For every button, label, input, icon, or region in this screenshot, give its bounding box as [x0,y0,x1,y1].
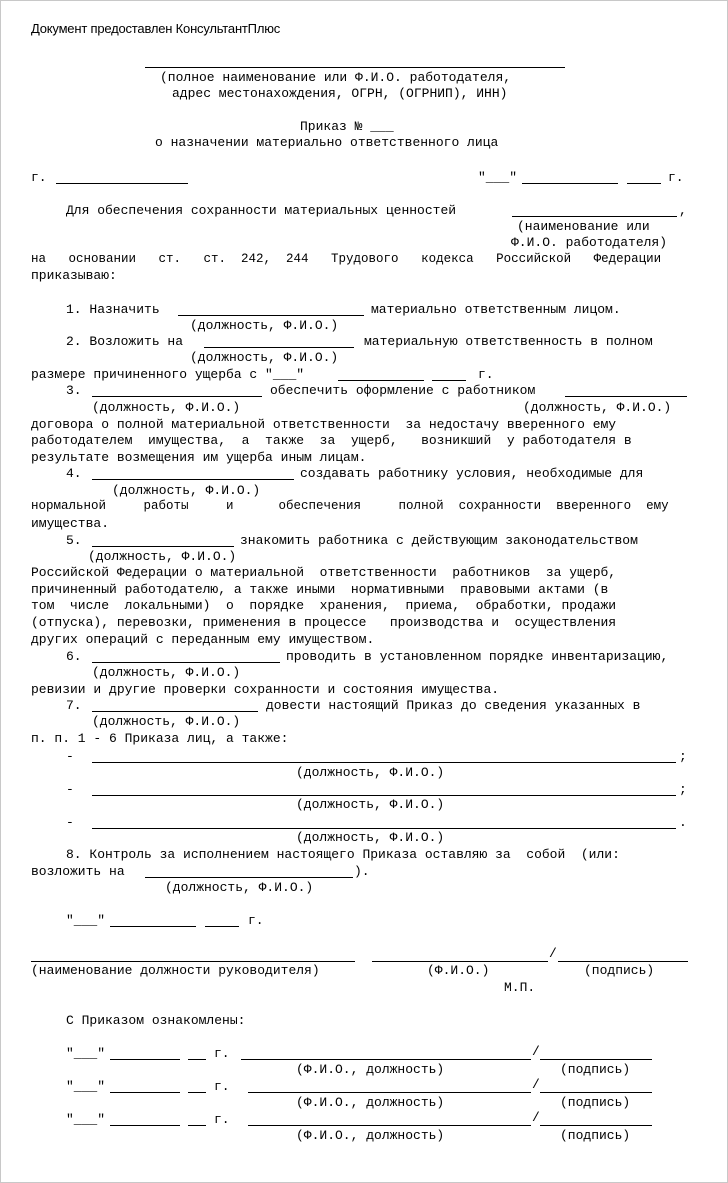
sign-month-line [110,926,196,927]
item2-text: материальную ответственность в полном [364,334,653,349]
ack1-slash: / [532,1044,540,1059]
item8-line [145,877,353,878]
ack2-year: г. [214,1079,230,1094]
city-prefix: г. [31,170,47,185]
employer-name-line [512,216,677,217]
date-year-suffix: г. [668,170,684,185]
item2-line [204,347,354,348]
list-dash-2: - [66,782,74,797]
ack2-signature-line [540,1092,652,1093]
employer-caption-2: адрес местонахождения, ОГРН, (ОГРНИП), ИНН) [172,86,508,101]
item5-text: знакомить работника с действующим законодательством [240,533,638,548]
ack2-year-line [188,1092,206,1093]
ack2-signature-caption: (подпись) [560,1095,631,1110]
item3-line1: договора о полной материальной ответственности за недостачу вверенного ему [31,417,617,432]
item7-text: довести настоящий Приказ до сведения указанных в [266,698,641,713]
item5-line4: (отпуска), перевозки, применения в процессе производства и осуществления [31,615,617,630]
head-slash: / [549,946,557,961]
item8-line2: возложить на [31,864,125,879]
ack3-month-line [110,1125,180,1126]
provider-header: Документ предоставлен КонсультантПлюс [31,21,281,36]
intro-basis: на основании ст. ст. 242, 244 Трудового кодекса Российской Федерации [31,252,662,266]
item2-year: г. [478,367,494,382]
item3-line-right [565,396,687,397]
item4-number: 4. [66,466,82,481]
item7-caption: (должность, Ф.И.О.) [92,714,241,729]
item4-text: создавать работнику условия, необходимые для [300,466,644,481]
item3-line2: работодателем имущества, а также за ущерб, возникший у работодателя в [31,433,632,448]
intro-caption-1: (наименование или [517,219,650,234]
ack3-year-line [188,1125,206,1126]
ack1-month-line [110,1059,180,1060]
ack1-fio-line [241,1059,531,1060]
item6-caption: (должность, Ф.И.О.) [92,665,241,680]
date-month-line [522,183,618,184]
item2-year-line [432,380,466,381]
list-semicolon-1: ; [679,749,687,764]
list-line-3 [92,828,676,829]
item3-number: 3. [66,383,82,398]
list-caption-2: (должность, Ф.И.О.) [296,797,445,812]
ack2-slash: / [532,1077,540,1092]
item2-continuation: размере причиненного ущерба с "___" [31,367,305,382]
item6-line [92,662,280,663]
item6-line1: ревизии и другие проверки сохранности и состояния имущества. [31,682,500,697]
order-subject: о назначении материально ответственного лица [155,135,499,150]
ack1-signature-line [540,1059,652,1060]
item6-text: проводить в установленном порядке инвентаризацию, [286,649,669,664]
item8-caption: (должность, Ф.И.О.) [165,880,314,895]
sign-year-line [205,926,239,927]
intro-order-word: приказываю: [31,268,117,283]
sign-date-quote: "___" [66,913,106,928]
intro-caption-2: Ф.И.О. работодателя) [511,235,668,250]
date-quote: "___" [478,170,518,185]
item7-number: 7. [66,698,82,713]
intro-text: Для обеспечения сохранности материальных ценностей [66,203,457,218]
city-line [56,183,188,184]
list-dash-1: - [66,749,74,764]
order-title: Приказ № ___ [300,119,394,134]
item7-line [92,711,258,712]
head-signature-line [558,961,688,962]
item3-text: обеспечить оформление с работником [270,383,536,398]
ack2-quote: "___" [66,1079,106,1094]
ack3-quote: "___" [66,1112,106,1127]
item2-number: 2. Возложить на [66,334,184,349]
ack3-signature-caption: (подпись) [560,1128,631,1143]
ack-title: С Приказом ознакомлены: [66,1013,246,1028]
ack1-year: г. [214,1046,230,1061]
ack2-fio-caption: (Ф.И.О., должность) [296,1095,445,1110]
head-fio-caption: (Ф.И.О.) [427,963,490,978]
item4-line1: нормальной работы и обеспечения полной сохранности вверенного ему [31,499,669,513]
item3-line-left [92,396,262,397]
ack3-year: г. [214,1112,230,1127]
date-year-line [627,183,661,184]
item3-line3: результате возмещения им ущерба иным лицам. [31,450,367,465]
item8-end: ). [354,864,370,879]
item8-line1: 8. Контроль за исполнением настоящего Приказа оставляю за собой (или: [66,847,620,862]
item5-caption: (должность, Ф.И.О.) [88,549,237,564]
item4-line2: имущества. [31,516,110,531]
employer-caption-1: (полное наименование или Ф.И.О. работодателя, [160,70,512,85]
ack1-quote: "___" [66,1046,106,1061]
item1-number: 1. Назначить [66,302,160,317]
head-fio-line [372,961,548,962]
sign-date-year: г. [248,913,264,928]
head-position-caption: (наименование должности руководителя) [31,963,320,978]
list-caption-1: (должность, Ф.И.О.) [296,765,445,780]
item2-caption: (должность, Ф.И.О.) [190,350,339,365]
item4-caption: (должность, Ф.И.О.) [112,483,261,498]
employer-line [145,67,565,68]
item4-line [92,479,294,480]
ack2-month-line [110,1092,180,1093]
item1-caption: (должность, Ф.И.О.) [190,318,339,333]
item5-line2: причиненный работодателю, а также иными нормативными правовыми актами (в [31,582,609,597]
item5-line [92,546,234,547]
stamp-place: М.П. [504,980,536,995]
item6-number: 6. [66,649,82,664]
item5-line1: Российской Федерации о материальной ответственности работников за ущерб, [31,565,617,580]
list-caption-3: (должность, Ф.И.О.) [296,830,445,845]
ack1-signature-caption: (подпись) [560,1062,631,1077]
item7-line1: п. п. 1 - 6 Приказа лиц, а также: [31,731,289,746]
item5-number: 5. [66,533,82,548]
item5-line5: других операций с переданным ему имуществом. [31,632,375,647]
item1-line [178,315,364,316]
list-semicolon-2: ; [679,782,687,797]
head-position-line [31,961,355,962]
ack1-fio-caption: (Ф.И.О., должность) [296,1062,445,1077]
ack1-year-line [188,1059,206,1060]
head-signature-caption: (подпись) [584,963,655,978]
list-line-1 [92,762,676,763]
list-line-2 [92,795,676,796]
list-period-3: . [679,815,687,830]
item2-month-line [338,380,424,381]
item1-text: материально ответственным лицом. [371,302,621,317]
list-dash-3: - [66,815,74,830]
intro-comma: , [679,203,687,218]
ack3-slash: / [532,1110,540,1125]
ack3-signature-line [540,1125,652,1126]
ack3-fio-caption: (Ф.И.О., должность) [296,1128,445,1143]
ack2-fio-line [248,1092,531,1093]
ack3-fio-line [248,1125,531,1126]
item3-caption-right: (должность, Ф.И.О.) [523,400,672,415]
item3-caption-left: (должность, Ф.И.О.) [92,400,241,415]
item5-line3: том числе локальными) о порядке хранения, приема, обработки, продажи [31,598,617,613]
